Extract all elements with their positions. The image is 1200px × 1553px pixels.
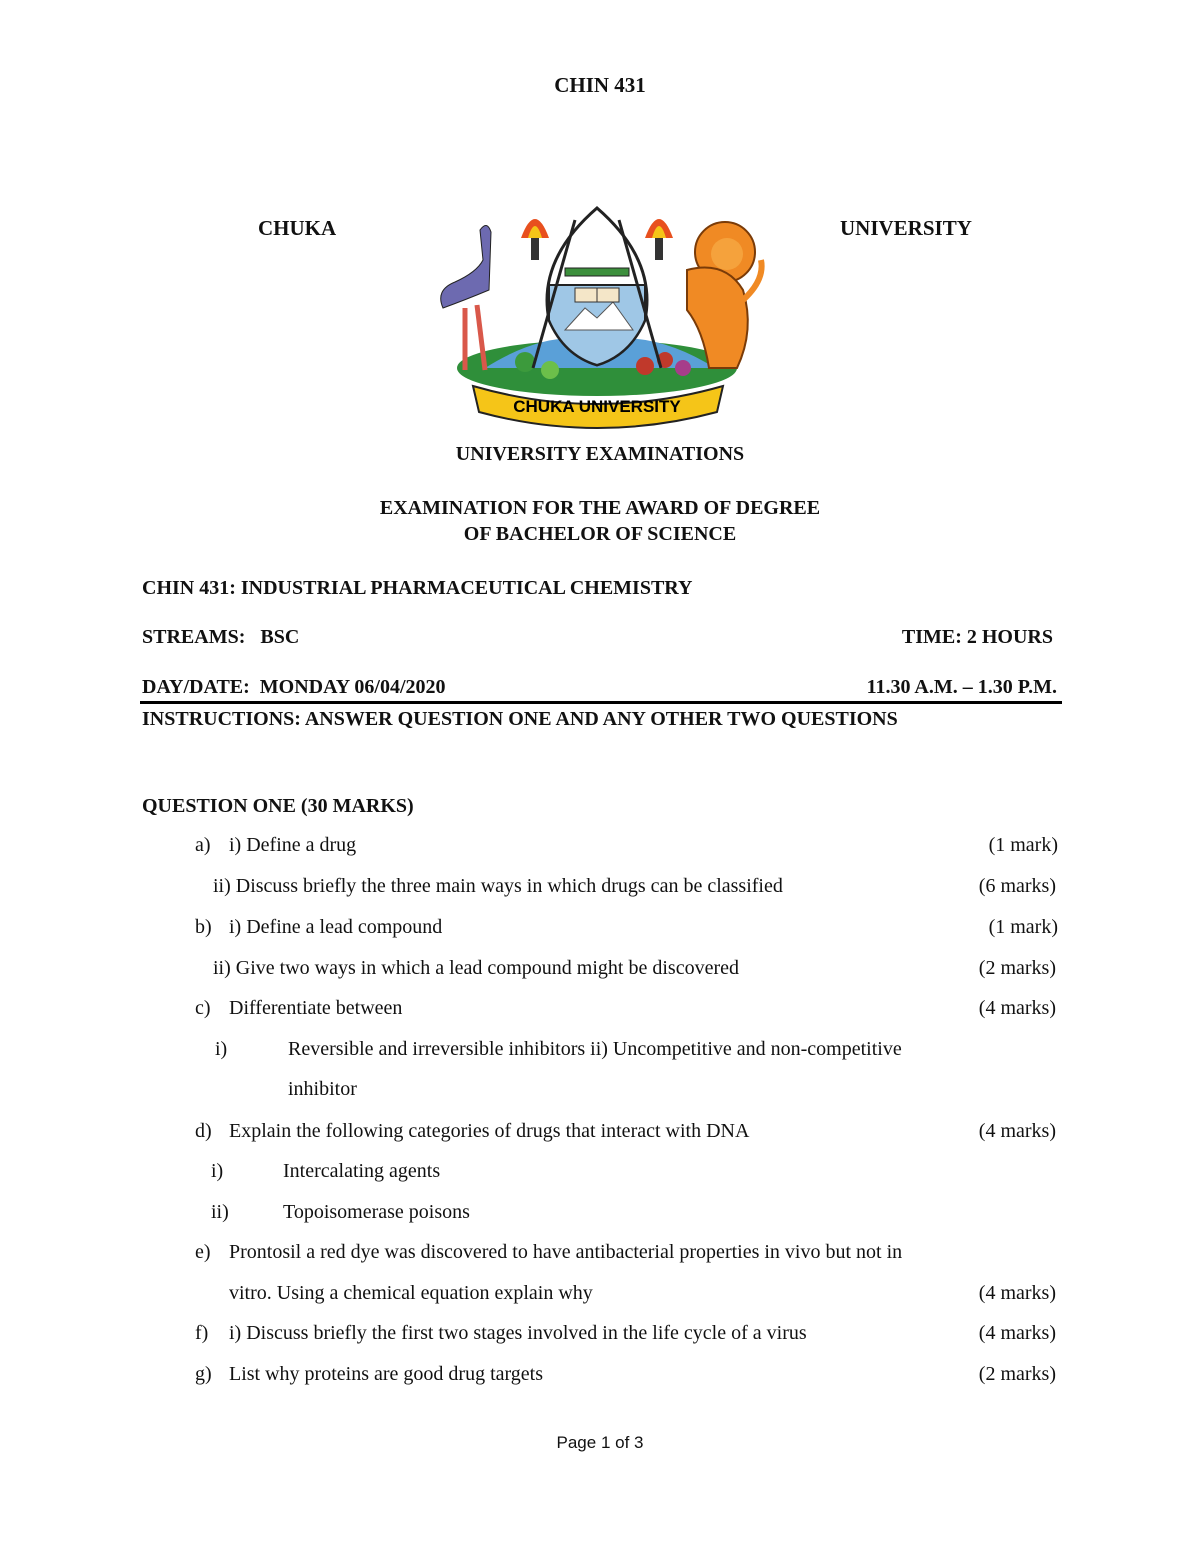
- instructions: INSTRUCTIONS: ANSWER QUESTION ONE AND ANY OTHER TWO QUESTIONS: [142, 708, 898, 730]
- logo-banner-text: CHUKA UNIVERSITY: [513, 397, 681, 416]
- item-text-e: Prontosil a red dye was discovered to have antibacterial properties in vivo but not in: [229, 1241, 903, 1263]
- item-text-g: List why proteins are good drug targets: [229, 1363, 544, 1385]
- item-label-c: c): [195, 997, 211, 1019]
- item-label-d-ii: ii): [211, 1201, 229, 1223]
- item-text-a-ii: ii) Discuss briefly the three main ways in which drugs can be classified: [213, 875, 783, 897]
- item-marks-g: (2 marks): [978, 1363, 1056, 1385]
- award-line-1: EXAMINATION FOR THE AWARD OF DEGREE: [379, 497, 821, 519]
- item-marks-a-ii: (6 marks): [978, 875, 1056, 897]
- item-text-c-cont: inhibitor: [288, 1078, 357, 1100]
- university-logo: [425, 190, 770, 430]
- question-one-title: QUESTION ONE (30 MARKS): [142, 795, 414, 817]
- item-marks-c: (4 marks): [978, 997, 1056, 1019]
- item-text-a-i: i) Define a drug: [229, 834, 357, 856]
- item-marks-e: (4 marks): [978, 1282, 1056, 1304]
- day-date: DAY/DATE: MONDAY 06/04/2020: [142, 676, 446, 698]
- time-range: 11.30 A.M. – 1.30 P.M.: [866, 676, 1057, 698]
- item-text-c: Differentiate between: [229, 997, 403, 1019]
- item-marks-f: (4 marks): [978, 1322, 1056, 1344]
- item-text-b-i: i) Define a lead compound: [229, 916, 443, 938]
- item-marks-b-ii: (2 marks): [978, 957, 1056, 979]
- item-text-f: i) Discuss briefly the first two stages involved in the life cycle of a virus: [229, 1322, 807, 1344]
- item-text-d-ii: Topoisomerase poisons: [283, 1201, 470, 1223]
- award-line-2: OF BACHELOR OF SCIENCE: [463, 523, 737, 545]
- university-name-right: UNIVERSITY: [840, 216, 972, 240]
- page-number: Page 1 of 3: [556, 1433, 644, 1452]
- item-label-d: d): [195, 1120, 212, 1142]
- university-name-left: CHUKA: [258, 216, 337, 240]
- exam-type: UNIVERSITY EXAMINATIONS: [455, 443, 745, 465]
- item-text-d-i: Intercalating agents: [283, 1160, 441, 1182]
- exam-time: TIME: 2 HOURS: [901, 626, 1053, 648]
- page-header-course-code: CHIN 431: [554, 73, 646, 97]
- divider-line: [140, 701, 1062, 704]
- item-label-c-i: i): [215, 1038, 228, 1060]
- streams: STREAMS: BSC: [142, 626, 300, 648]
- item-text-d: Explain the following categories of drugs that interact with DNA: [229, 1120, 750, 1142]
- item-label-b: b): [195, 916, 212, 938]
- item-marks-a-i: (1 mark): [988, 834, 1058, 856]
- course-title: CHIN 431: INDUSTRIAL PHARMACEUTICAL CHEMISTRY: [142, 577, 693, 599]
- item-marks-b-i: (1 mark): [988, 916, 1058, 938]
- item-label-a: a): [195, 834, 211, 856]
- item-label-d-i: i): [211, 1160, 224, 1182]
- item-label-g: g): [195, 1363, 212, 1385]
- item-text-b-ii: ii) Give two ways in which a lead compound might be discovered: [213, 957, 739, 979]
- item-label-e: e): [195, 1241, 211, 1263]
- item-text-c-i: Reversible and irreversible inhibitors ii) Uncompetitive and non-competitive: [288, 1038, 902, 1060]
- item-label-f: f): [195, 1322, 209, 1344]
- item-marks-d: (4 marks): [978, 1120, 1056, 1142]
- item-text-e-cont: vitro. Using a chemical equation explain why: [229, 1282, 593, 1304]
- coat-of-arms-icon: [425, 190, 770, 430]
